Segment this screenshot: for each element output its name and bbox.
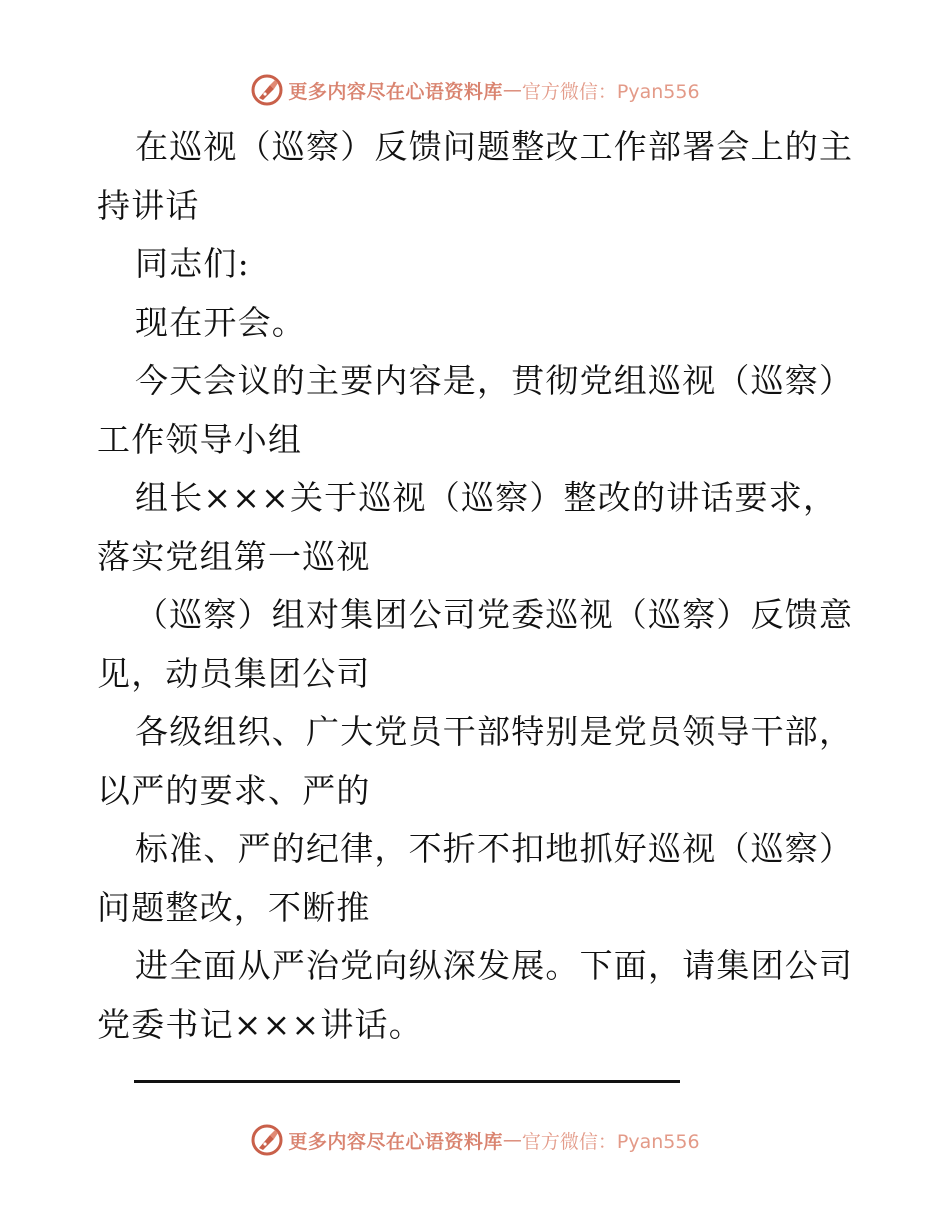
document-body — [97, 118, 857, 1054]
doc-line: 各级组织、广大党员干部特别是党员领导干部， — [135, 712, 854, 751]
doc-line: 今天会议的主要内容是，贯彻党组巡视（巡察） — [135, 361, 854, 400]
footer-watermark — [0, 1120, 950, 1160]
watermark-title: 更多内容尽在心语资料库 — [288, 1130, 503, 1153]
doc-line: （巡察）组对集团公司党委巡视（巡察）反馈意 — [135, 595, 854, 634]
doc-line: 进全面从严治党向纵深发展。下面，请集团公司 — [135, 946, 854, 985]
pen-nib-logo-icon — [250, 73, 284, 107]
pen-nib-logo-icon — [250, 1123, 284, 1157]
doc-line: 党委书记×××讲话。 — [97, 1004, 423, 1044]
header-watermark — [0, 70, 950, 110]
doc-line: 现在开会。 — [135, 302, 306, 342]
watermark-wechat: 官方微信：Pyan556 — [521, 80, 700, 103]
doc-line: 组长×××关于巡视（巡察）整改的讲话要求， — [135, 478, 838, 517]
doc-line: 工作领导小组 — [97, 419, 303, 459]
doc-line: 持讲话 — [97, 185, 200, 225]
doc-line: 同志们: — [135, 244, 250, 283]
watermark-wechat: 官方微信：Pyan556 — [521, 1130, 700, 1153]
watermark-separator: — — [502, 79, 522, 101]
doc-line: 见，动员集团公司 — [97, 653, 371, 693]
horizontal-rule — [134, 1080, 680, 1083]
doc-line: 在巡视（巡察）反馈问题整改工作部署会上的主 — [135, 127, 854, 166]
doc-line: 问题整改，不断推 — [97, 887, 371, 927]
doc-line: 落实党组第一巡视 — [97, 536, 371, 576]
doc-line: 以严的要求、严的 — [97, 770, 371, 810]
watermark-title: 更多内容尽在心语资料库 — [288, 80, 503, 103]
watermark-separator: — — [502, 1129, 522, 1151]
doc-line: 标准、严的纪律，不折不扣地抓好巡视（巡察） — [135, 829, 854, 868]
